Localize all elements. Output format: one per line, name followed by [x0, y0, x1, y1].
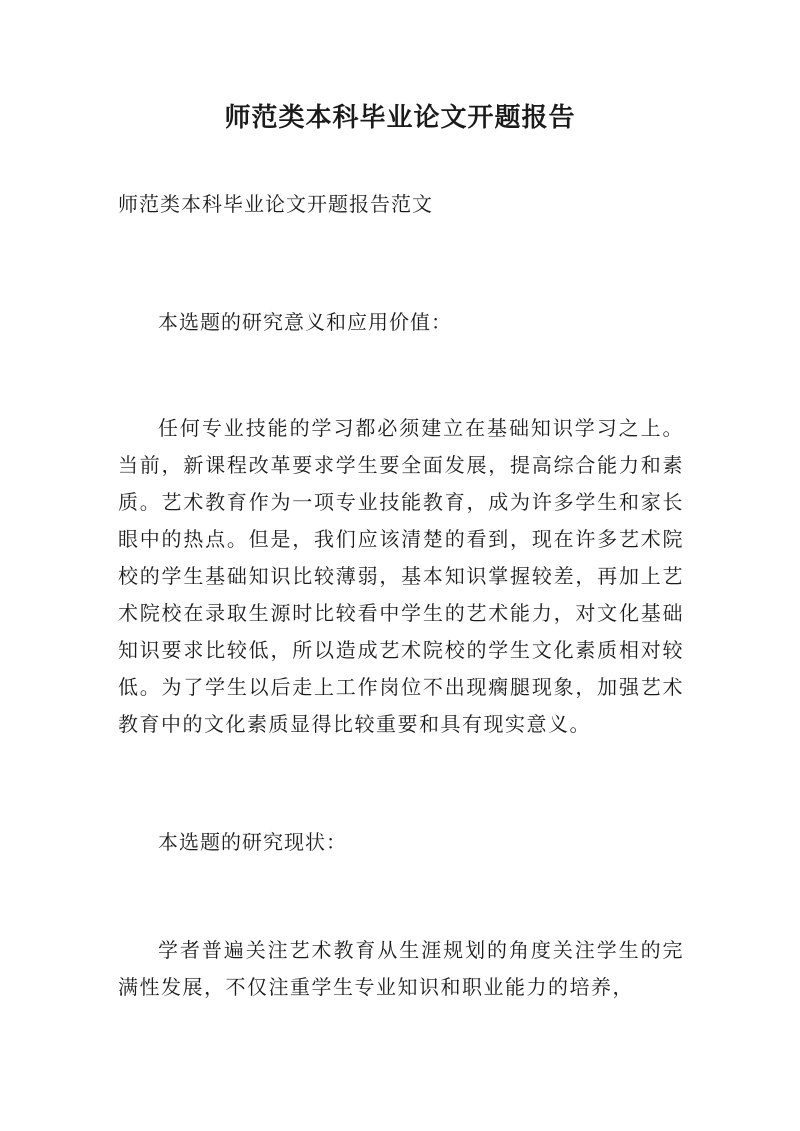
section-heading-status: 本选题的研究现状：	[158, 830, 347, 854]
section-paragraph-significance: 任何专业技能的学习都必须建立在基础知识学习之上。当前，新课程改革要求学生要全面发展，提高综合能力和素质。艺术教育作为一项专业技能教育，成为许多学生和家长眼中的热点。但是，我们应该清楚的看到，现在许多艺术院校的学生基础知识比较薄弱，基本知识掌握较差，再加上艺术院校在录取生源时比较看中学生的艺术能力，对文化基础知识要求比较低，所以造成艺术院校的学生文化素质相对较低。为了学生以后走上工作岗位不出现瘸腿现象，加强艺术教育中的文化素质显得比较重要和具有现实意义。	[118, 416, 684, 736]
document-subtitle: 师范类本科毕业论文开题报告范文	[118, 192, 433, 216]
section-paragraph-status: 学者普遍关注艺术教育从生涯规划的角度关注学生的完满性发展，不仅注重学生专业知识和职业能力的培养，	[118, 938, 684, 999]
section-heading-significance: 本选题的研究意义和应用价值：	[158, 310, 452, 334]
document-title: 师范类本科毕业论文开题报告	[224, 103, 576, 133]
